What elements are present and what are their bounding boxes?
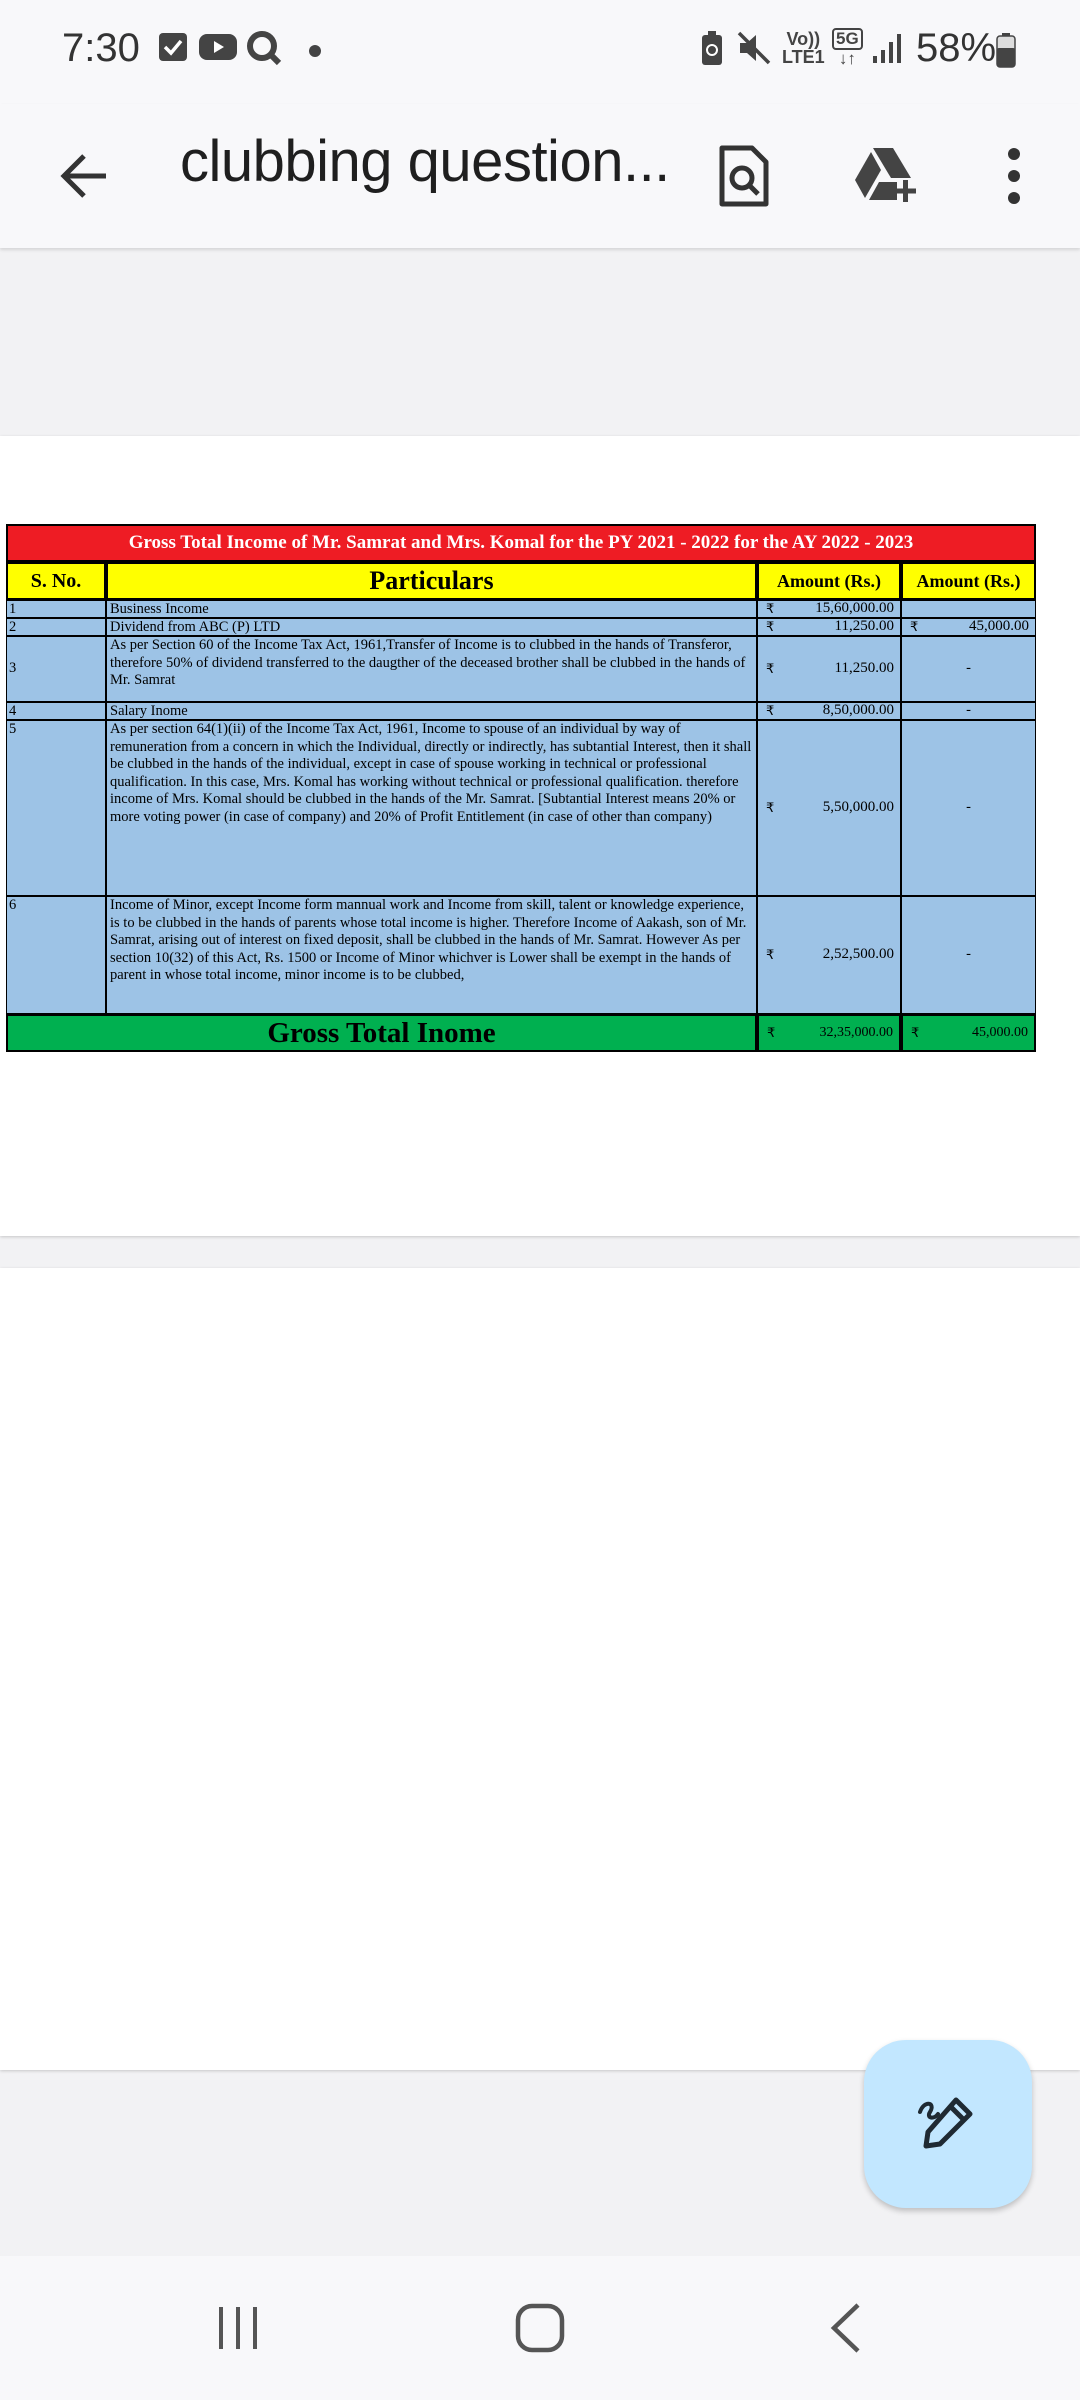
row-amount-1 <box>757 720 901 896</box>
rupee-symbol: ₹ <box>766 947 775 963</box>
amount-value: 11,250.00 <box>834 660 894 677</box>
home-icon <box>515 2303 565 2353</box>
find-in-document-button[interactable] <box>704 136 784 216</box>
mute-icon <box>736 30 772 71</box>
navigation-bar <box>0 2256 1080 2400</box>
volte-label: Vo)) LTE1 <box>782 29 825 67</box>
row-amount-2 <box>901 600 1036 618</box>
row-particulars: Business Income <box>106 600 757 618</box>
amount-value: 45,000.00 <box>972 1025 1028 1040</box>
row-amount-2: - <box>901 636 1036 702</box>
document-page[interactable] <box>0 436 1080 1236</box>
table-row <box>6 720 1036 896</box>
row-amount-2 <box>901 618 1036 636</box>
rupee-symbol: ₹ <box>910 619 919 635</box>
recent-apps-icon <box>213 2303 263 2353</box>
row-sno: 6 <box>6 896 106 1014</box>
row-particulars: As per Section 60 of the Income Tax Act, 1961,Transfer of Income is to clubbed in the hands of Transferor, therefore 50% of dividend transferred to the daugther of the deceased brother shall be clubbed in the hands of Mr. Samrat <box>106 636 757 702</box>
row-sno: 3 <box>6 636 106 702</box>
more-options-button[interactable] <box>974 136 1054 216</box>
battery-saver-icon <box>700 30 724 71</box>
document-page-2[interactable] <box>0 1268 1080 2070</box>
row-sno: 4 <box>6 702 106 720</box>
table-row <box>6 600 1036 618</box>
total-amount-2 <box>901 1014 1036 1052</box>
header-row <box>6 562 1036 600</box>
total-amount-1 <box>757 1014 901 1052</box>
amount-value: 32,35,000.00 <box>819 1025 893 1040</box>
network-type: 5G ↓↑ <box>832 28 863 68</box>
amount-value: 15,60,000.00 <box>815 600 894 617</box>
rupee-symbol: ₹ <box>766 601 775 617</box>
home-button[interactable] <box>490 2298 590 2358</box>
amount-value: 11,250.00 <box>834 618 894 635</box>
spreadsheet-table <box>6 524 1036 1058</box>
header-sno: S. No. <box>6 562 106 600</box>
total-row <box>6 1014 1036 1052</box>
table-row <box>6 618 1036 636</box>
table-row <box>6 636 1036 702</box>
amount-value: 2,52,500.00 <box>822 946 894 963</box>
system-back-button[interactable] <box>796 2298 896 2358</box>
rupee-symbol: ₹ <box>766 661 775 677</box>
row-sno: 5 <box>6 720 106 896</box>
amount-value: 45,000.00 <box>969 618 1029 635</box>
table-row <box>6 896 1036 1014</box>
checkbox-icon <box>158 32 188 67</box>
back-arrow-icon <box>56 148 112 204</box>
amount-value: 5,50,000.00 <box>822 799 894 816</box>
row-sno: 2 <box>6 618 106 636</box>
add-to-drive-button[interactable] <box>848 136 928 216</box>
total-label: Gross Total Inome <box>6 1014 757 1052</box>
app-bar <box>0 104 1080 248</box>
youtube-icon <box>198 32 238 67</box>
battery-icon <box>996 32 1016 73</box>
amount-value: 8,50,000.00 <box>822 702 894 719</box>
row-amount-2: - <box>901 702 1036 720</box>
row-amount-2: - <box>901 896 1036 1014</box>
recent-apps-button[interactable] <box>188 2298 288 2358</box>
edit-fab-button[interactable] <box>864 2040 1032 2208</box>
row-amount-1 <box>757 702 901 720</box>
search-app-icon <box>246 30 282 71</box>
rupee-symbol: ₹ <box>766 800 775 816</box>
header-particulars: Particulars <box>106 562 757 600</box>
rupee-symbol: ₹ <box>766 619 775 635</box>
row-particulars: Dividend from ABC (P) LTD <box>106 618 757 636</box>
battery-percent: 58% <box>916 26 997 70</box>
row-amount-1 <box>757 896 901 1014</box>
dot-icon <box>308 44 322 63</box>
header-amount-1: Amount (Rs.) <box>757 562 901 600</box>
status-time: 7:30 <box>62 26 140 70</box>
row-amount-1 <box>757 600 901 618</box>
row-particulars: As per section 64(1)(ii) of the Income Tax Act, 1961, Income to spouse of an individual by way of remuneration from a concern in which the Individual, directly or indirectly, has subtantial Interest, then it shall be clubbed in the hands of the individual, except in case of spouse working in technical or professional qualification. In this case, Mrs. Komal has working without technical or professional qualification. therefore income of Mrs. Komal should be clubbed in the hands of the Mr. Samrat. [Subtantial Interest means 20% or more voting power (in case of company) and 20% of Profit Entitlement (in case of other than company) <box>106 720 757 896</box>
document-title: clubbing question... <box>180 129 670 194</box>
row-amount-2: - <box>901 720 1036 896</box>
more-vertical-icon <box>1004 146 1024 206</box>
header-amount-2: Amount (Rs.) <box>901 562 1036 600</box>
edit-pen-icon <box>916 2092 980 2156</box>
find-in-document-icon <box>716 144 772 208</box>
back-button[interactable] <box>44 136 124 216</box>
row-sno: 1 <box>6 600 106 618</box>
rupee-symbol: ₹ <box>911 1025 920 1040</box>
sheet-title: Gross Total Income of Mr. Samrat and Mrs. Komal for the PY 2021 - 2022 for the AY 2022 - 2023 <box>6 524 1036 562</box>
status-bar <box>0 0 1080 104</box>
back-icon <box>826 2301 866 2355</box>
row-particulars: Salary Inome <box>106 702 757 720</box>
signal-icon <box>872 32 906 69</box>
row-amount-1 <box>757 618 901 636</box>
drive-add-icon <box>853 146 923 206</box>
row-particulars: Income of Minor, except Income form mannual work and Income from skill, talent or knowledge experience, is to be clubbed in the hands of parents whose total income is higher. Therefore Income of Aakash, son of Mr. Samrat, arising out of interest on fixed deposit, shall be clubbed in the hands of Mr. Samrat. However As per section 10(32) of this Act, Rs. 1500 or Income of Minor whichver is Lower shall be exempt in the hands of parent in whose total income, minor income is to be clubbed, <box>106 896 757 1014</box>
rupee-symbol: ₹ <box>767 1025 776 1040</box>
row-amount-1 <box>757 636 901 702</box>
table-row <box>6 702 1036 720</box>
rupee-symbol: ₹ <box>766 703 775 719</box>
